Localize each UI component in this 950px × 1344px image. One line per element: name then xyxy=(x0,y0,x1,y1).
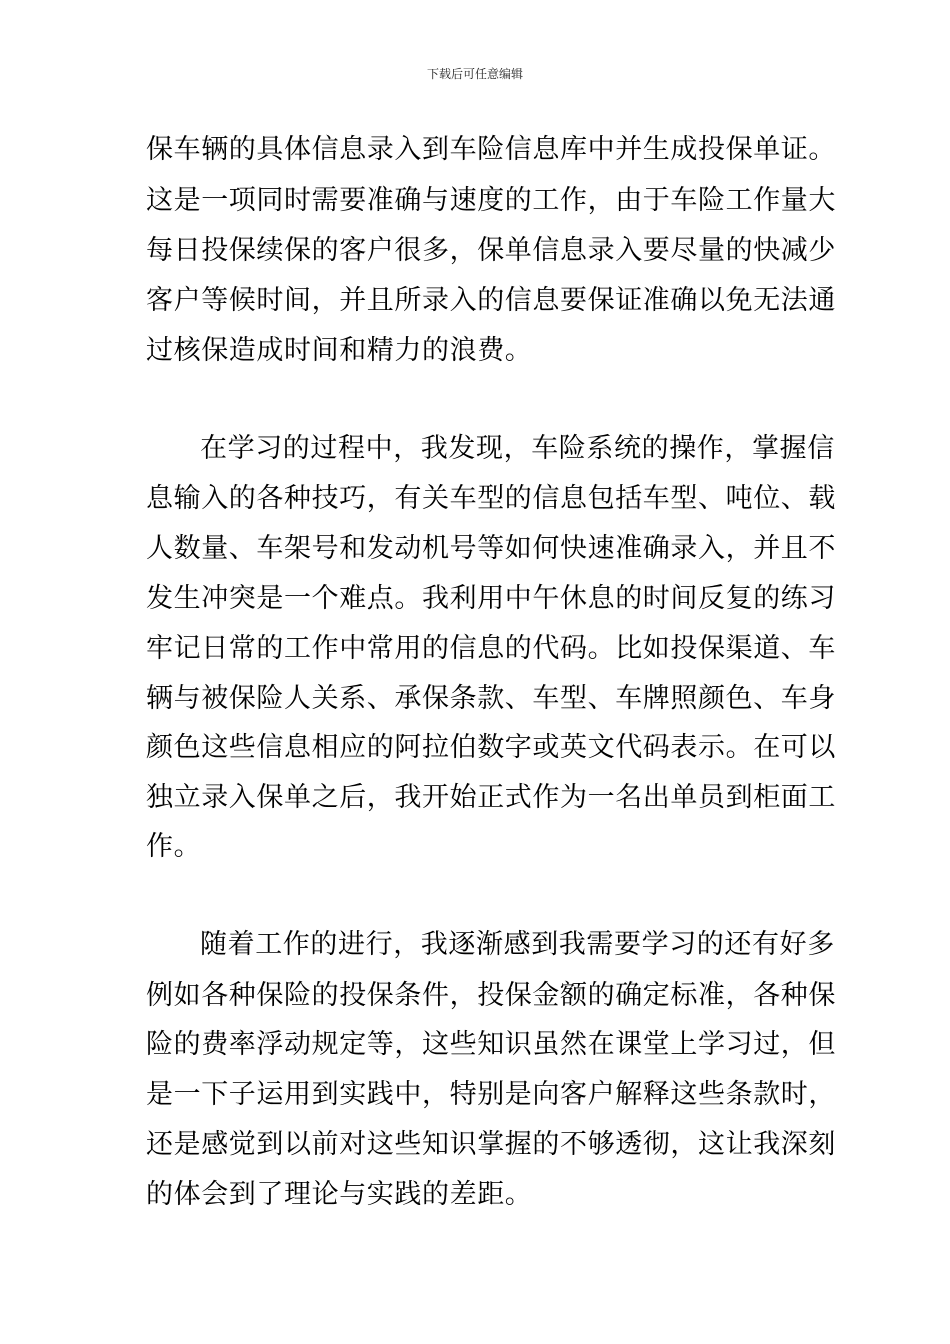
paragraph-2-line-2: 息输入的各种技巧，有关车型的信息包括车型、吨位、载 xyxy=(146,483,836,514)
paragraph-3-line-6: 的体会到了理论与实践的差距。 xyxy=(146,1179,533,1210)
paragraph-1-line-5: 过核保造成时间和精力的浪费。 xyxy=(146,335,533,366)
paragraph-2-line-7: 颜色这些信息相应的阿拉伯数字或英文代码表示。在可以 xyxy=(146,732,836,763)
paragraph-2-line-5: 牢记日常的工作中常用的信息的代码。比如投保渠道、车 xyxy=(146,633,836,664)
paragraph-2-line-1: 在学习的过程中，我发现，车险系统的操作，掌握信 xyxy=(200,433,835,464)
paragraph-3-line-3: 险的费率浮动规定等，这些知识虽然在课堂上学习过，但 xyxy=(146,1029,836,1060)
paragraph-2-line-9: 作。 xyxy=(146,831,202,862)
paragraph-3-line-2: 例如各种保险的投保条件，投保金额的确定标准，各种保 xyxy=(146,980,836,1011)
paragraph-3-line-4: 是一下子运用到实践中，特别是向客户解释这些条款时， xyxy=(146,1079,836,1110)
paragraph-2-line-8: 独立录入保单之后，我开始正式作为一名出单员到柜面工 xyxy=(146,782,836,813)
page-header: 下载后可任意编辑 xyxy=(426,67,523,81)
paragraph-1-line-2: 这是一项同时需要准确与速度的工作，由于车险工作量大 xyxy=(146,185,836,216)
paragraph-1-line-1: 保车辆的具体信息录入到车险信息库中并生成投保单证。 xyxy=(146,134,836,165)
paragraph-2-line-4: 发生冲突是一个难点。我利用中午休息的时间反复的练习 xyxy=(146,583,836,614)
paragraph-1-line-3: 每日投保续保的客户很多，保单信息录入要尽量的快减少 xyxy=(146,235,836,266)
paragraph-3-line-5: 还是感觉到以前对这些知识掌握的不够透彻，这让我深刻 xyxy=(146,1129,836,1160)
paragraph-3-line-1: 随着工作的进行，我逐渐感到我需要学习的还有好多 xyxy=(200,929,835,960)
paragraph-1-line-4: 客户等候时间，并且所录入的信息要保证准确以免无法通 xyxy=(146,285,836,316)
paragraph-2-line-3: 人数量、车架号和发动机号等如何快速准确录入，并且不 xyxy=(146,533,836,564)
paragraph-2-line-6: 辆与被保险人关系、承保条款、车型、车牌照颜色、车身 xyxy=(146,683,836,714)
